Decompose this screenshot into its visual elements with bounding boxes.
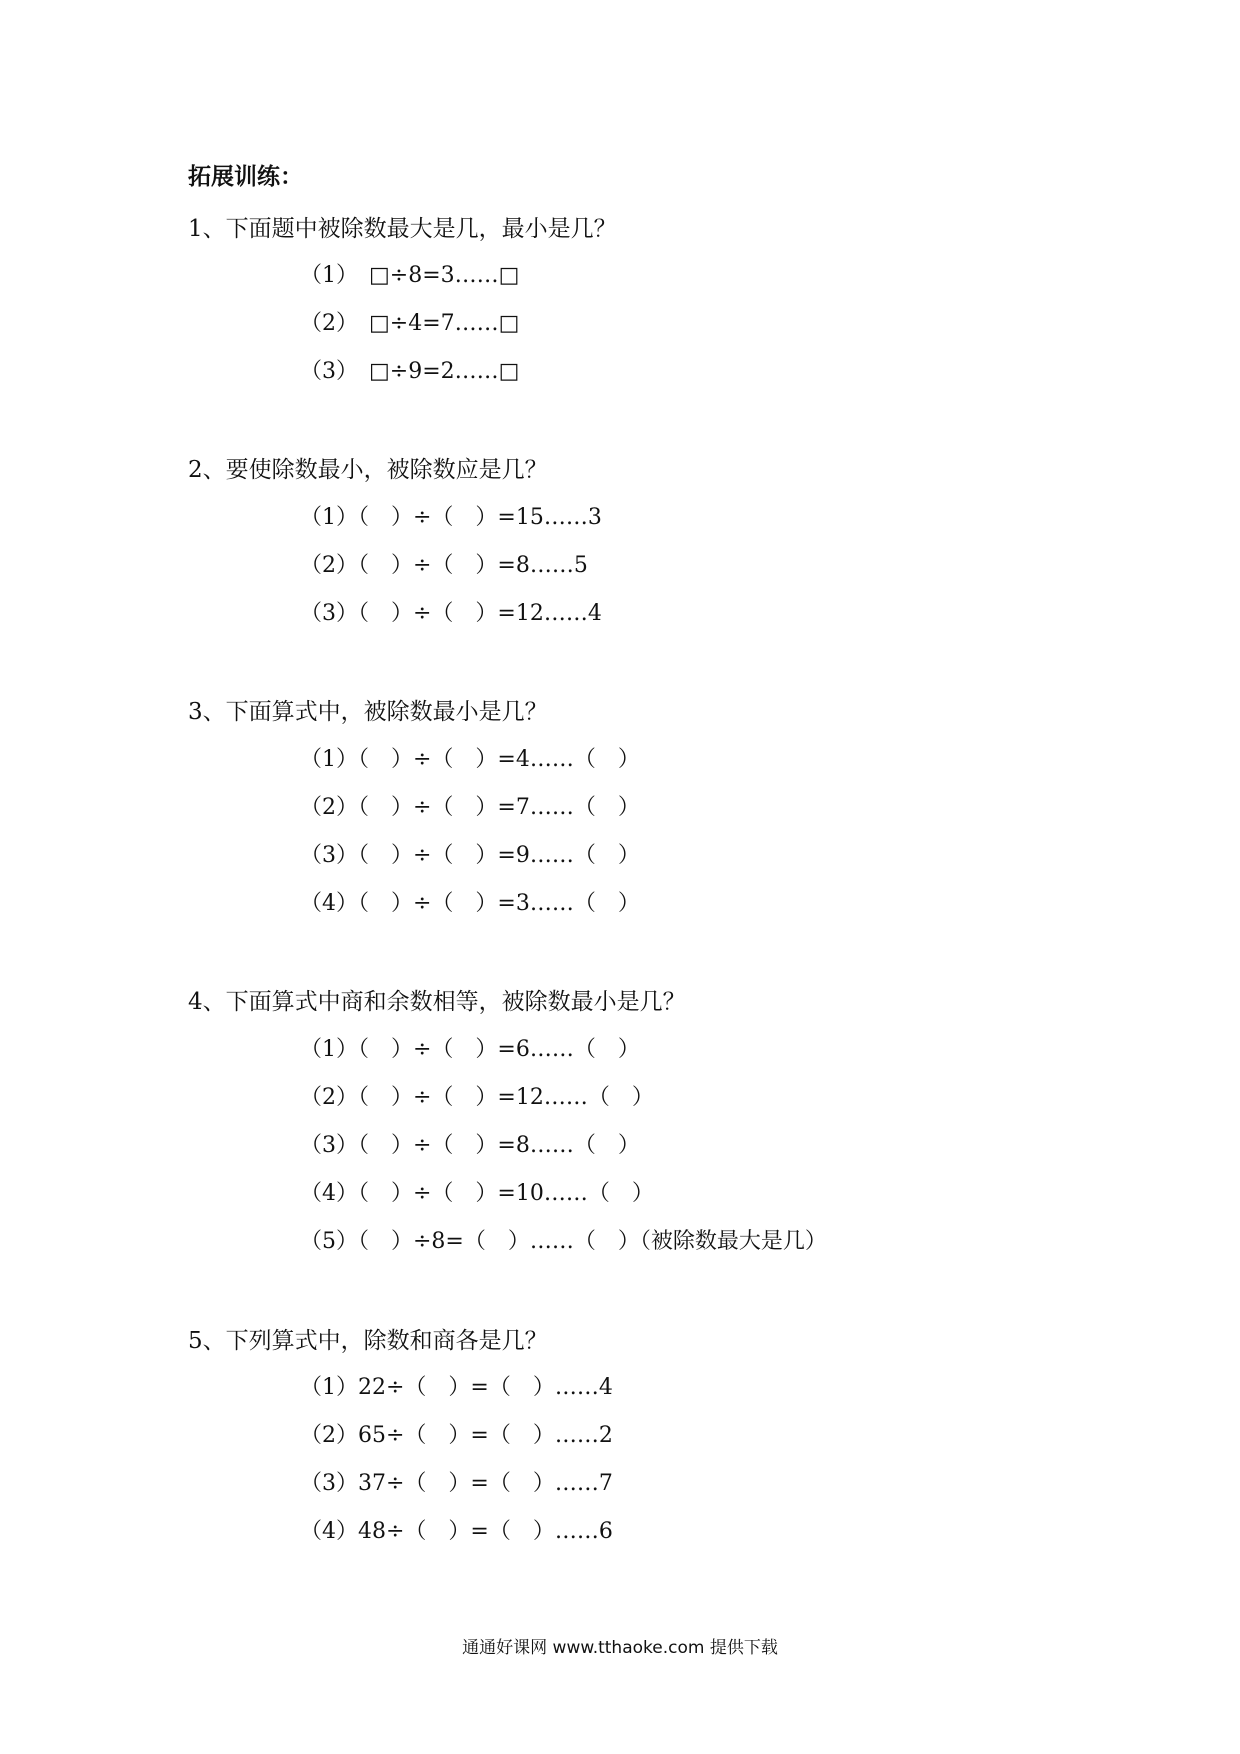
section-5-item-3: （3）37÷（ ）=（ ）……7 bbox=[300, 1471, 613, 1496]
page-title: 拓展训练： bbox=[188, 164, 303, 190]
section-5-item-2: （2）65÷（ ）=（ ）……2 bbox=[300, 1423, 613, 1448]
section-3-heading: 3、下面算式中，被除数最小是几？ bbox=[188, 699, 548, 725]
section-3-item-1: （1）（ ）÷（ ）=4……（ ） bbox=[300, 747, 640, 772]
section-4-item-5: （5）（ ）÷8=（ ）……（ ）（被除数最大是几） bbox=[300, 1229, 827, 1254]
section-2-item-2: （2）（ ）÷（ ）=8……5 bbox=[300, 553, 588, 578]
section-4-item-2: （2）（ ）÷（ ）=12……（ ） bbox=[300, 1085, 654, 1110]
section-3-item-3: （3）（ ）÷（ ）=9……（ ） bbox=[300, 843, 640, 868]
section-3-item-2: （2）（ ）÷（ ）=7……（ ） bbox=[300, 795, 640, 820]
section-1-item-1: （1） □÷8=3……□ bbox=[300, 263, 520, 288]
section-4-item-4: （4）（ ）÷（ ）=10……（ ） bbox=[300, 1181, 654, 1206]
section-4-item-3: （3）（ ）÷（ ）=8……（ ） bbox=[300, 1133, 640, 1158]
section-1-item-2: （2） □÷4=7……□ bbox=[300, 311, 520, 336]
section-3-item-4: （4）（ ）÷（ ）=3……（ ） bbox=[300, 891, 640, 916]
section-4-item-1: （1）（ ）÷（ ）=6……（ ） bbox=[300, 1037, 640, 1062]
section-5-item-1: （1）22÷（ ）=（ ）……4 bbox=[300, 1375, 613, 1400]
section-5-heading: 5、下列算式中，除数和商各是几？ bbox=[188, 1328, 548, 1354]
section-1-heading: 1、下面题中被除数最大是几，最小是几？ bbox=[188, 216, 617, 242]
page-footer: 通通好课网 www.tthaoke.com 提供下载 bbox=[462, 1638, 778, 1658]
section-2-heading: 2、要使除数最小，被除数应是几？ bbox=[188, 457, 548, 483]
section-1-item-3: （3） □÷9=2……□ bbox=[300, 359, 520, 384]
section-2-item-3: （3）（ ）÷（ ）=12……4 bbox=[300, 601, 602, 626]
section-2-item-1: （1）（ ）÷（ ）=15……3 bbox=[300, 505, 602, 530]
section-5-item-4: （4）48÷（ ）=（ ）……6 bbox=[300, 1519, 613, 1544]
section-4-heading: 4、下面算式中商和余数相等，被除数最小是几？ bbox=[188, 989, 686, 1015]
